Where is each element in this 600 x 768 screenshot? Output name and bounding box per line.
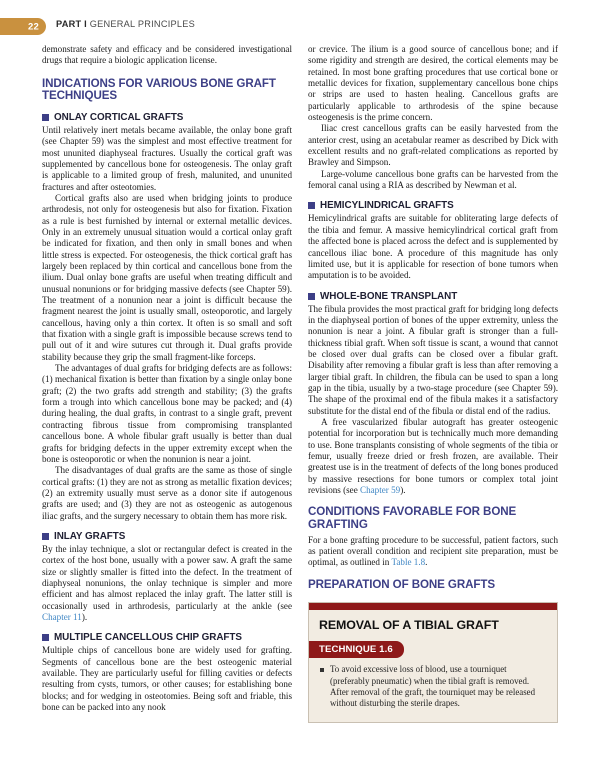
- right-column: [308, 44, 558, 723]
- technique-number-badge: TECHNIQUE 1.6: [309, 641, 404, 658]
- paragraph-whole-bone-1: The fibula provides the most practical graft for bridging long defects in the diaphyseal portion of bones of the upper extremity, unless the nonunion is near a joint. A fibular graft is stronger than a full-thickness tibial graft. When soft tissue is scant, a wound that cannot be closed over dual grafts can be closed over a fibular graft. Disability after removing a fibular graft is less than after removing a larger tibial graft. In children, the fibula can be used to span a long gap in the tibia, usually by a two-stage procedure (see Chapter 59). The shape of the proximal end of the fibula makes it a satisfactory substitute for the distal end of the fibula or distal end of the radius.: [308, 303, 558, 416]
- paragraph-onlay-4: The disadvantages of dual grafts are the same as those of single cortical grafts: (1) they are not as strong as metallic fixation devices; (2) an extremity usually must serve as a donor site if autogenous grafts are used; and (3) they are not as osteogenic as autogenous iliac grafts, and the surgery necessary to obtain them has more risk.: [42, 465, 292, 521]
- running-head: [0, 0, 600, 34]
- heading-whole-bone-transplant-label: WHOLE-BONE TRANSPLANT: [320, 290, 458, 302]
- cross-reference-chapter-59[interactable]: Chapter 59: [360, 485, 401, 496]
- page-body: [0, 44, 600, 760]
- technique-box-title: REMOVAL OF A TIBIAL GRAFT: [319, 618, 499, 633]
- square-bullet-icon: [308, 293, 315, 300]
- paragraph-inlay-1: [42, 544, 292, 623]
- heading-indications-for-various-bone-graft-techniques: INDICATIONS FOR VARIOUS BONE GRAFT TECHNIQUES: [42, 76, 276, 103]
- paragraph-continued-from-left-column: or crevice. The ilium is a good source of cancellous bone; and if some rigidity and strength are desired, the cortical elements may be retained. In most bone grafting procedures that use cortical bone or metallic devices for fixation, supplementary cancellous bone chips or strips are used to hasten healing. Cancellous grafts are particularly applicable to arthrodesis of the spine because osteogenesis is the prime concern.: [308, 44, 558, 123]
- technique-box-body: [309, 656, 557, 722]
- technique-box: [308, 602, 558, 723]
- heading-multiple-cancellous-chip-grafts-label: MULTIPLE CANCELLOUS CHIP GRAFTS: [54, 632, 242, 644]
- square-bullet-icon: [42, 114, 49, 121]
- heading-onlay-cortical-grafts-label: ONLAY CORTICAL GRAFTS: [54, 111, 184, 123]
- part-label: PART I: [56, 19, 87, 29]
- square-bullet-icon: [308, 202, 315, 209]
- technique-badge-row: [309, 639, 557, 656]
- paragraph-onlay-3: The advantages of dual grafts for bridging defects are as follows: (1) mechanical fixation is better than fixation by a single onlay bone graft; (2) the two grafts add strength and stability; (3) the grafts form a trough into which cancellous bone may be packed; and (4) during healing, the dual grafts, in contrast to a single graft, prevent contracting fibrous tissue from compromising transplanted cancellous bone. A whole fibular graft usually is better than dual grafts for bridging defects in the upper extremity except when the bone is osteoporotic or when the nonunion is near a joint.: [42, 363, 292, 464]
- list-item: To avoid excessive loss of blood, use a tourniquet (preferably pneumatic) when the tibial graft is removed. After removal of the graft, the tourniquet may be released without disturbing the sterile drapes.: [320, 664, 545, 710]
- paragraph-large-volume: Large-volume cancellous bone grafts can be harvested from the femoral canal using a RIA as described by Newman et al.: [308, 168, 558, 191]
- cross-reference-table-1-8[interactable]: Table 1.8: [391, 557, 426, 568]
- paragraph-whole-bone-2-part-a: A free vascularized fibular autograft has greater osteogenic potential for incorporation but is technically much more demanding to use. Bone transplants consisting of whole segments of the tibia or femur, usually freeze dried or fresh frozen, are available. Their greatest use is in the treatment of defects of the long bones produced by massive resections for bone tumors or complex total joint revisions (see: [308, 416, 558, 496]
- paragraph-chip-1: Multiple chips of cancellous bone are widely used for grafting. Segments of cancellous bone are the best osteogenic material available. They are particularly useful for filling cavities or defects resulting from cysts, tumors, or other causes; for establishing bone blocks; and for wedging in osteotomies. Being soft and friable, this bone can be packed into any nook: [42, 645, 292, 713]
- technique-step-list: [320, 664, 545, 710]
- paragraph-iliac-crest: Iliac crest cancellous grafts can be easily harvested from the anterior crest, using an acetabular reamer as described by Dick with excellent results and no graft-related complications as reported by Brawley and Simpson.: [308, 123, 558, 168]
- heading-inlay-grafts-label: INLAY GRAFTS: [54, 530, 126, 542]
- square-bullet-icon: [42, 634, 49, 641]
- running-head-title: [56, 19, 195, 29]
- paragraph-onlay-1: Until relatively inert metals became available, the onlay bone graft (see Chapter 59) was the simplest and most effective treatment for most ununited diaphyseal fractures. Usually the cortical graft was supplemented by cancellous bone for osteogenesis. The onlay graft is applicable to a limited group of fresh, malunited, and ununited fractures and after osteotomies.: [42, 124, 292, 192]
- paragraph-hemicylindrical: Hemicylindrical grafts are suitable for obliterating large defects of the tibia and femur. A massive hemicylindrical cortical graft from the affected bone is placed across the defect and is supplemented by cancellous iliac bone. A procedure of this magnitude has only limited use, but it is applicable for resection of bone tumors when amputation is to be avoided.: [308, 213, 558, 281]
- paragraph-inlay-1-part-a: By the inlay technique, a slot or rectangular defect is created in the cortex of the host bone, usually with a power saw. A graft the same size or slightly smaller is fitted into the defect. In the treatment of diaphyseal nonunions, the onlay technique is simpler and more efficient and has almost replaced the inlay graft. The latter still is occasionally used in arthrodesis, particularly at the ankle (see: [42, 543, 292, 611]
- left-column: [42, 44, 292, 713]
- heading-onlay-cortical-grafts: [42, 112, 292, 123]
- heading-inlay-grafts: [42, 531, 292, 542]
- page-number: 22: [28, 21, 39, 32]
- technique-box-top-bar: [309, 603, 557, 610]
- heading-hemicylindrical-grafts: [308, 200, 558, 211]
- part-title: GENERAL PRINCIPLES: [89, 19, 196, 29]
- heading-hemicylindrical-grafts-label: HEMICYLINDRICAL GRAFTS: [320, 200, 454, 212]
- paragraph-conditions-part-a: For a bone grafting procedure to be successful, patient factors, such as patient overall condition and recipient site preparation, must be optimal, as outlined in: [308, 534, 558, 568]
- paragraph-onlay-2: Cortical grafts also are used when bridging joints to produce arthrodesis, not only for osteogenesis but also for fixation. Fixation as a rule is best furnished by internal or external metallic devices. Only in an extremely unusual situation would a cortical onlay graft be indicated for fixation, and then only in small bones and when little stress is expected. For osteogenesis, the thick cortical graft has largely been replaced by thin cortical and cancellous bone from the ilium. Dual onlay bone grafts are useful when treating difficult and unusual nonunions or for bridging massive defects (see Chapter 59). The treatment of a nonunion near a joint is difficult because the fragment nearest the joint is usually small, osteoporotic, and largely cancellous, having only a thin cortex. It often is so small and soft that fixation with a single graft is impossible because screws tend to pull out of it and wire sutures cut through it. Dual grafts provide stability because they grip the small fragment-like forceps.: [42, 192, 292, 362]
- paragraph-inlay-1-part-b: ).: [81, 611, 88, 622]
- heading-preparation-of-bone-grafts: PREPARATION OF BONE GRAFTS: [308, 577, 495, 591]
- cross-reference-chapter-11[interactable]: Chapter 11: [42, 611, 82, 622]
- folio-tab: [0, 18, 46, 35]
- paragraph-continued-from-previous-page: demonstrate safety and efficacy and be considered investigational drugs that require a biologic application license.: [42, 44, 292, 66]
- paragraph-conditions-part-b: .: [425, 557, 428, 568]
- square-bullet-icon: [42, 533, 49, 540]
- heading-whole-bone-transplant: [308, 291, 558, 302]
- heading-multiple-cancellous-chip-grafts: [42, 632, 292, 643]
- heading-conditions-favorable-for-bone-grafting: CONDITIONS FAVORABLE FOR BONE GRAFTING: [308, 505, 517, 531]
- paragraph-whole-bone-2-part-b: ).: [400, 485, 406, 496]
- paragraph-conditions: [308, 535, 558, 569]
- paragraph-whole-bone-2: [308, 417, 558, 496]
